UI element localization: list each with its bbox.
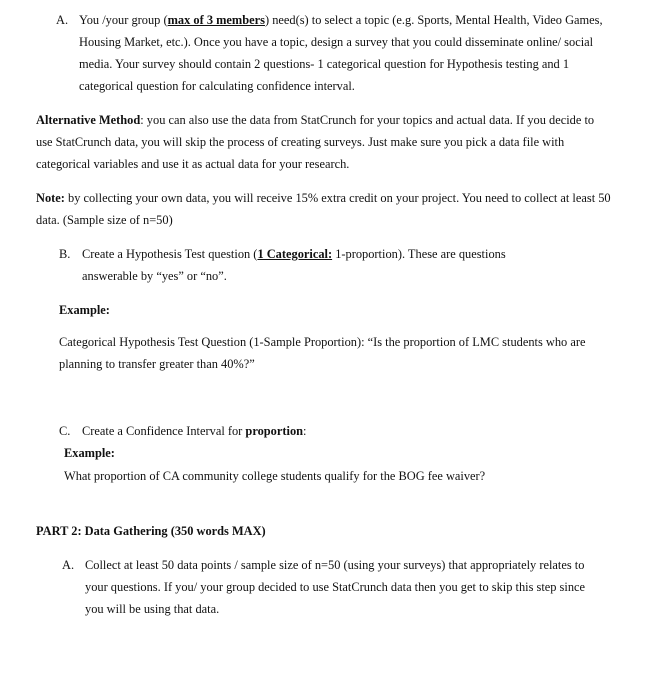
- item-a-text-2: ) need(s) to select a topic (e.g. Sports, Mental Health, Video Games, Housing Market, etc.). Once you have a topic, design a survey that you could disseminate online/ social media. Your survey should contain 2 questions- 1 categorical question for Hypothesis testing and 1 categorical question for calculating confidence interval.: [79, 13, 603, 93]
- item-c-example-label-block: [64, 442, 264, 464]
- part2-heading-block: [36, 520, 536, 542]
- item-b-text-2: 1-proportion). These are questions answerable by “yes” or “no”.: [82, 247, 506, 283]
- item-b-categorical: 1 Categorical:: [257, 247, 333, 261]
- item-a-paragraph: [56, 9, 604, 97]
- note-text: by collecting your own data, you will receive 15% extra credit on your project. You need to collect at least 50 data. (Sample size of n=50): [36, 191, 611, 227]
- item-c-marker: C.: [59, 424, 71, 438]
- alternative-method-text: : you can also use the data from StatCrunch for your topics and actual data. If you decide to use StatCrunch data, you will skip the process of creating surveys. Just make sure you pick a data file with categorical variables and use it as actual data for your research.: [36, 113, 595, 171]
- part2-item-a-marker: A.: [62, 558, 75, 572]
- alternative-method: [36, 109, 611, 175]
- item-a-marker: A.: [56, 13, 69, 27]
- note-label: Note:: [36, 191, 65, 205]
- part2-heading-text: PART 2: Data Gathering (350 words MAX): [36, 524, 266, 538]
- example-b-label-block: [59, 299, 259, 321]
- example-b-text-block: [59, 331, 599, 375]
- item-a-max-members: max of 3 members: [167, 13, 265, 27]
- alternative-method-paragraph: [36, 109, 611, 175]
- item-c-example-label-text: Example:: [64, 446, 115, 460]
- item-c-example-label: [64, 442, 264, 464]
- part2-item-a: [62, 554, 603, 620]
- item-c-text-1: Create a Confidence Interval for: [82, 424, 246, 438]
- item-a-text-1: You /your group (: [79, 13, 168, 27]
- item-b-marker: B.: [59, 247, 71, 261]
- note-paragraph: [36, 187, 611, 231]
- item-c-proportion: proportion: [245, 424, 304, 438]
- part2-item-a-paragraph: [62, 554, 603, 620]
- item-b-text-1: Create a Hypothesis Test question (: [82, 247, 258, 261]
- item-b: [59, 243, 552, 287]
- item-c: [59, 420, 602, 442]
- alternative-method-label: Alternative Method: [36, 113, 141, 127]
- part2-heading: [36, 520, 536, 542]
- part2-item-a-text: Collect at least 50 data points / sample size of n=50 (using your surveys) that appropriately relates to your questions. If you/ your group decided to use StatCrunch data then you get to skip this step since you will be using that data.: [85, 558, 586, 616]
- item-c-text-2: :: [303, 424, 307, 438]
- item-c-example-text-block: [64, 465, 604, 487]
- item-b-paragraph: [59, 243, 552, 287]
- item-c-example-text: What proportion of CA community college students qualify for the BOG fee waiver?: [64, 469, 486, 483]
- example-b-text: Categorical Hypothesis Test Question (1-Sample Proportion): “Is the proportion of LMC students who are planning to transfer greater than 40%?”: [59, 335, 586, 371]
- example-b-label: [59, 299, 259, 321]
- item-c-paragraph: [59, 420, 602, 442]
- example-b-label-text: Example:: [59, 303, 110, 317]
- item-a: [56, 9, 604, 97]
- note: [36, 187, 611, 231]
